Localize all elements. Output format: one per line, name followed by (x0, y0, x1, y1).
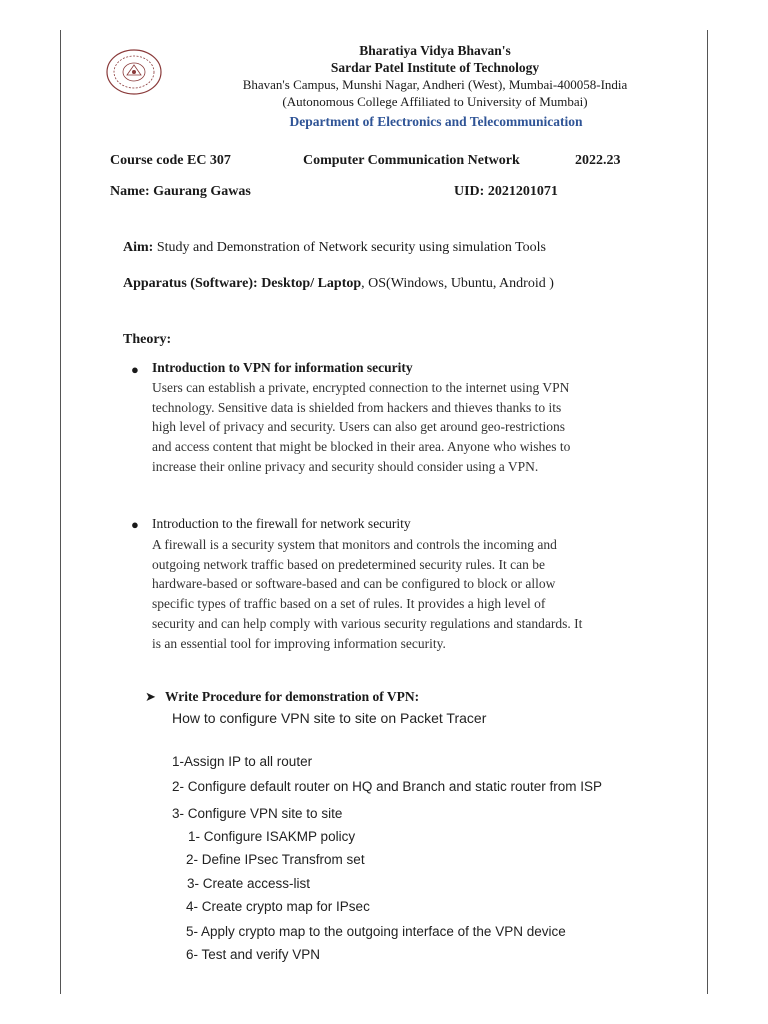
text-line: hardware-based or software-based and can be configured to block or allow (152, 576, 556, 592)
vpn-intro-title: Introduction to VPN for information security (152, 360, 413, 375)
student-name: Name: Gaurang Gawas (110, 184, 251, 199)
procedure-step: 1-Assign IP to all router (172, 754, 313, 769)
procedure-substep: 5- Apply crypto map to the outgoing interface of the VPN device (186, 924, 566, 939)
apparatus-line (123, 276, 554, 292)
aim-label: Aim: (123, 240, 154, 255)
course-code: Course code EC 307 (110, 153, 231, 168)
procedure-substep: 1- Configure ISAKMP policy (188, 829, 356, 844)
institution-name: Sardar Patel Institute of Technology (330, 60, 540, 75)
procedure-substep: 2- Define IPsec Transfrom set (186, 852, 365, 867)
institution-address: Bhavan's Campus, Munshi Nagar, Andheri (West), Mumbai-400058-India (242, 77, 628, 92)
text-line: high level of privacy and security. Users can also get around geo-restrictions (152, 419, 565, 435)
apparatus-bold-text: Desktop/ Laptop (257, 276, 362, 291)
apparatus-text: , OS(Windows, Ubuntu, Android ) (361, 276, 554, 291)
course-name: Computer Communication Network (303, 153, 520, 168)
procedure-substep: 6- Test and verify VPN (186, 947, 321, 962)
firewall-intro-title: Introduction to the firewall for network security (152, 516, 411, 531)
institute-seal-logo (105, 48, 163, 96)
aim-line (123, 240, 546, 256)
course-year: 2022.23 (575, 153, 621, 168)
procedure-step: 2- Configure default router on HQ and Branch and static router from ISP (172, 779, 602, 794)
institution-affiliation: (Autonomous College Affiliated to University of Mumbai) (282, 94, 588, 109)
page-border-right (707, 30, 708, 994)
text-line: and access content that might be blocked in their area. Anyone who wishes to (152, 439, 571, 455)
text-line: is an essential tool for improving information security. (152, 635, 446, 651)
text-line: technology. Sensitive data is shielded from hackers and thieves thanks to its (152, 399, 562, 415)
text-line: outgoing network traffic based on predetermined security rules. It can be (152, 556, 545, 572)
theory-heading: Theory: (123, 332, 172, 347)
text-line: specific types of traffic based on a set of rules. It provides a high level of (152, 596, 546, 612)
bullet-dot: ● (131, 362, 139, 377)
text-line: increase their online privacy and security should consider using a VPN. (152, 458, 539, 474)
apparatus-label: Apparatus (Software): (123, 276, 258, 291)
bullet-dot: ● (131, 517, 139, 532)
firewall-intro-paragraph (152, 535, 672, 653)
text-line: A firewall is a security system that monitors and controls the incoming and (152, 537, 557, 552)
text-line: security and can help comply with various security regulations and standards. It (152, 615, 583, 631)
procedure-substep: 4- Create crypto map for IPsec (186, 899, 370, 914)
procedure-title: How to configure VPN site to site on Packet Tracer (172, 710, 487, 726)
text-line: Users can establish a private, encrypted connection to the internet using VPN (152, 380, 570, 395)
procedure-substep: 3- Create access-list (187, 876, 311, 891)
student-uid: UID: 2021201071 (454, 184, 558, 199)
procedure-step: 3- Configure VPN site to site (172, 806, 343, 821)
procedure-heading: Write Procedure for demonstration of VPN: (165, 689, 420, 704)
page-border-left (60, 30, 61, 994)
institution-trust-name: Bharatiya Vidya Bhavan's (359, 43, 511, 58)
department-name: Department of Electronics and Telecommunication (289, 114, 583, 129)
aim-text: Study and Demonstration of Network security using simulation Tools (153, 240, 546, 255)
arrow-bullet-icon: ➤ (145, 689, 156, 704)
vpn-intro-paragraph (152, 378, 672, 477)
